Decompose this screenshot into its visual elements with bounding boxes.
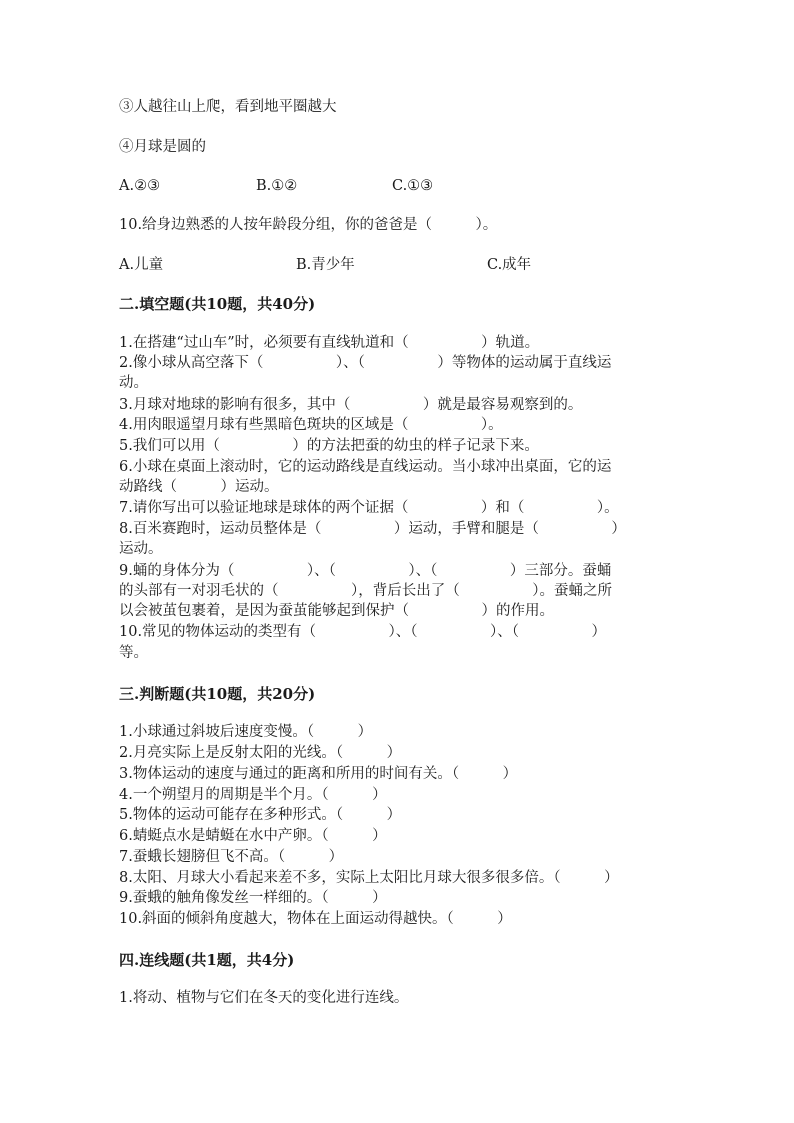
judge-line: 1.小球通过斜坡后速度变慢。（ ） [119, 724, 373, 740]
q10-option-c: C.成年 [487, 257, 532, 273]
fill-line: 8.百米赛跑时，运动员整体是（ ）运动，手臂和腿是（ ） [119, 521, 626, 537]
judge-line: 3.物体运动的速度与通过的距离和所用的时间有关。（ ） [119, 766, 518, 782]
judge-line: 9.蚕蛾的触角像发丝一样细的。（ ） [119, 890, 387, 906]
statement-3: ③人越往山上爬，看到地平圈越大 [119, 99, 337, 115]
fill-line: 等。 [119, 645, 148, 661]
judge-line: 7.蚕蛾长翅膀但飞不高。（ ） [119, 849, 344, 865]
fill-line: 5.我们可以用（ ）的方法把蚕的幼虫的样子记录下来。 [119, 438, 539, 454]
fill-line: 的头部有一对羽毛状的（ ），背后长出了（ ）。蚕蛹之所 [119, 583, 612, 599]
judge-line: 2.月亮实际上是反射太阳的光线。（ ） [119, 745, 402, 761]
statement-4: ④月球是圆的 [119, 139, 206, 155]
option-a: A.②③ [119, 178, 161, 194]
question-10: 10.给身边熟悉的人按年龄段分组，你的爸爸是（ ）。 [119, 217, 498, 233]
fill-line: 运动。 [119, 541, 163, 557]
fill-line: 1.在搭建“过山车”时，必须要有直线轨道和（ ）轨道。 [119, 335, 540, 351]
section-heading-true-false: 三.判断题(共10题，共20分) [119, 685, 316, 703]
q10-option-b: B.青少年 [296, 257, 355, 273]
fill-line: 动路线（ ）运动。 [119, 479, 279, 495]
fill-line: 以会被茧包裹着，是因为蚕茧能够起到保护（ ）的作用。 [119, 603, 554, 619]
fill-line: 动。 [119, 375, 148, 391]
fill-line: 9.蛹的身体分为（ ）、（ ）、（ ）三部分。蚕蛹 [119, 563, 612, 579]
option-b: B.①② [256, 178, 298, 194]
judge-line: 8.太阳、月球大小看起来差不多，实际上太阳比月球大很多很多倍。（ ） [119, 870, 619, 886]
judge-line: 6.蜻蜓点水是蜻蜓在水中产卵。（ ） [119, 828, 387, 844]
fill-line: 4.用肉眼遥望月球有些黑暗色斑块的区域是（ ）。 [119, 417, 503, 433]
section-heading-matching: 四.连线题(共1题，共4分) [119, 951, 295, 969]
matching-question: 1.将动、植物与它们在冬天的变化进行连线。 [119, 990, 409, 1006]
fill-line: 7.请你写出可以验证地球是球体的两个证据（ ）和（ ）。 [119, 500, 619, 516]
section-heading-fill-blank: 二.填空题(共10题，共40分) [119, 295, 316, 313]
q10-option-a: A.儿童 [119, 257, 164, 273]
fill-line: 10.常见的物体运动的类型有（ ）、（ ）、（ ） [119, 624, 607, 640]
judge-line: 4.一个朔望月的周期是半个月。（ ） [119, 787, 387, 803]
option-c: C.①③ [392, 178, 434, 194]
judge-line: 5.物体的运动可能存在多种形式。（ ） [119, 807, 402, 823]
fill-line: 6.小球在桌面上滚动时，它的运动路线是直线运动。当小球冲出桌面，它的运 [119, 459, 612, 475]
judge-line: 10.斜面的倾斜角度越大，物体在上面运动得越快。（ ） [119, 911, 512, 927]
fill-line: 3.月球对地球的影响有很多，其中（ ）就是最容易观察到的。 [119, 397, 583, 413]
fill-line: 2.像小球从高空落下（ ）、（ ）等物体的运动属于直线运 [119, 355, 612, 371]
